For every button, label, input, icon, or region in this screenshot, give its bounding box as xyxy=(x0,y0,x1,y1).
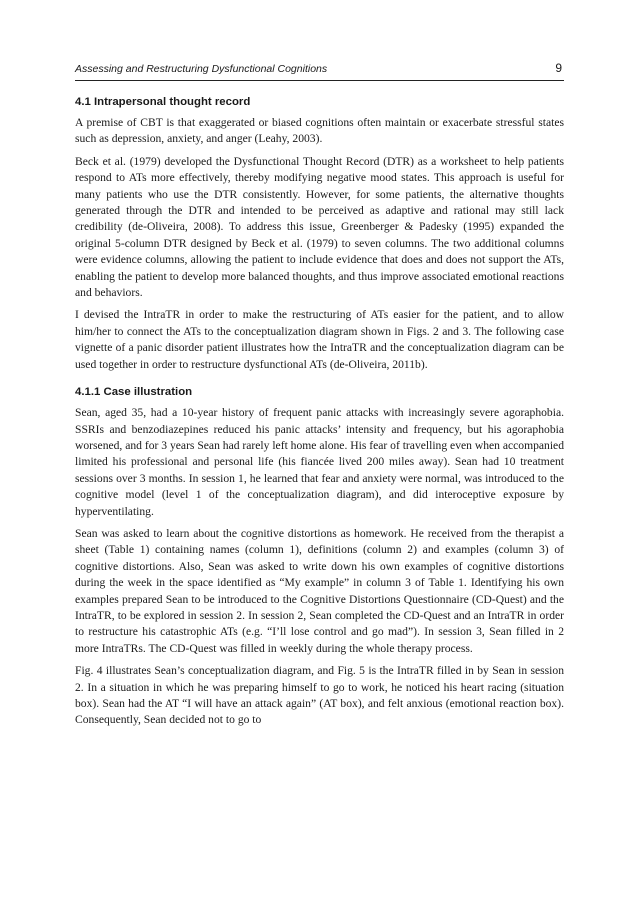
section-heading-intrapersonal-thought-record: 4.1 Intrapersonal thought record xyxy=(75,96,251,108)
paragraph: I devised the IntraTR in order to make the restructuring of ATs easier for the patient, and to allow him/her to connect the ATs to the conceptualization diagram shown in Figs. 2 and 3. The following case vignette of a panic disorder patient illustrates how the IntraTR and the conceptualization diagram can be used together in order to restructure dysfunctional ATs (de-Oliveira, 2011b). xyxy=(75,308,564,371)
running-header-title: Assessing and Restructuring Dysfunctional Cognitions xyxy=(75,63,328,75)
page-body xyxy=(75,95,564,735)
paragraph: Beck et al. (1979) developed the Dysfunctional Thought Record (DTR) as a worksheet to help patients respond to ATs more effectively, thereby modifying negative mood states. This approach is useful for many patients who use the DTR consistently. However, for some patients, the alternative thoughts generated through the DTR and intended to be perceived as adaptive and rational may still lack credibility (de-Oliveira, 2008). To address this issue, Greenberger & Padesky (1995) expanded the original 5-column DTR designed by Beck et al. (1979) to seven columns. The two additional columns were evidence columns, allowing the patient to include evidence that does and does not support the ATs, enabling the patient to develop more balanced thoughts, and thus improve associated emotional reactions and behaviors. xyxy=(75,154,564,300)
paragraph: A premise of CBT is that exaggerated or biased cognitions often maintain or exacerbate stressful states such as depression, anxiety, and anger (Leahy, 2003). xyxy=(75,116,564,146)
paragraph: Sean was asked to learn about the cognitive distortions as homework. He received from the therapist a sheet (Table 1) containing names (column 1), definitions (column 2) and examples (column 3) of cognitive distortions. Also, Sean was asked to write down his own examples of cognitive distortions during the week in the space identified as “My example” in column 3 of Table 1. Identifying his own examples prepared Sean to be introduced to the Cognitive Distortions Questionnaire (CD-Quest) and the IntraTR, to be explored in session 2. In session 2, Sean completed the CD-Quest and an IntraTR in order to restructure his catastrophic ATs (e.g. “I’ll lose control and go mad”). In session 3, Sean filled in 2 more IntraTRs. The CD-Quest was filled in weekly during the whole therapy process. xyxy=(75,526,564,655)
page-number: 9 xyxy=(555,61,562,75)
section-heading-case-illustration: 4.1.1 Case illustration xyxy=(75,386,193,399)
running-header xyxy=(75,62,564,81)
paragraph: Sean, aged 35, had a 10-year history of frequent panic attacks with increasingly severe agoraphobia. SSRIs and benzodiazepines reduced his panic attacks’ intensity and frequency, but his agoraphobia worsened, and for 3 years Sean had rarely left home alone. His fear of travelling even when accompanied limited his professional and personal life (his fiancée lived 200 miles away). Sean had 10 treatment sessions over 3 months. In session 1, he learned that fear and anxiety were normal, was introduced to the cognitive model (level 1 of the conceptualization diagram), and did interoceptive exposure by hyperventilating. xyxy=(75,406,564,518)
paragraph: Fig. 4 illustrates Sean’s conceptualization diagram, and Fig. 5 is the IntraTR filled in by Sean in session 2. In a situation in which he was preparing himself to go to work, he noticed his heart racing (situation box). Sean had the AT “I will have an attack again” (AT box), and felt anxious (emotional reaction box). Consequently, Sean decided not to go to xyxy=(75,664,564,727)
